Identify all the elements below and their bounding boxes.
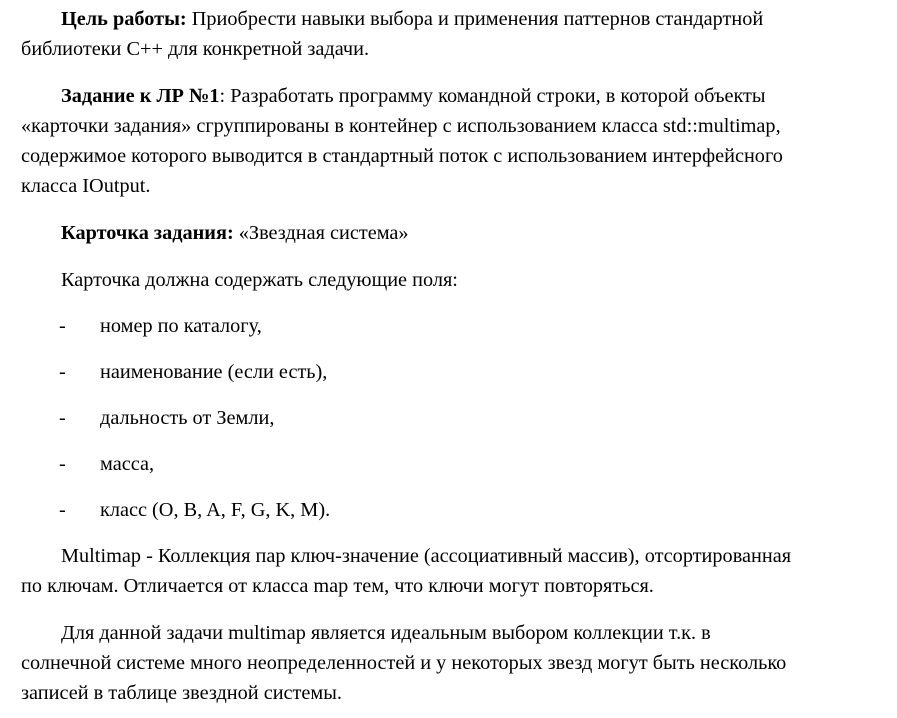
conclusion-line-2: солнечной системе много неопределенностей и у некоторых звезд могут быть несколько — [21, 652, 787, 674]
list-item — [21, 311, 883, 341]
conclusion-paragraph — [21, 618, 883, 708]
list-item-text: дальность от Земли, — [100, 407, 275, 429]
list-bullet: - — [59, 315, 66, 337]
list-item-text: масса, — [100, 453, 155, 475]
multimap-description — [21, 541, 883, 601]
goal-text-line-2: библиотеки C++ для конкретной задачи. — [21, 38, 370, 60]
list-item-text: номер по каталогу, — [100, 315, 262, 337]
multimap-line-1: Multimap - Коллекция пар ключ-значение (ассоциативный массив), отсортированная — [61, 545, 792, 567]
list-bullet: - — [59, 361, 66, 383]
fields-intro: Карточка должна содержать следующие поля: — [61, 269, 458, 291]
list-item-text: класс (O, B, A, F, G, K, M). — [100, 499, 331, 521]
card-value: «Звездная система» — [233, 222, 409, 244]
list-item-text: наименование (если есть), — [100, 361, 328, 383]
card-label: Карточка задания: — [61, 222, 234, 244]
fields-list — [21, 311, 883, 525]
goal-paragraph — [21, 4, 883, 64]
conclusion-line-3: записей в таблице звездной системы. — [21, 682, 342, 704]
card-paragraph — [21, 218, 883, 248]
list-bullet: - — [59, 499, 66, 521]
task-label: Задание к ЛР №1 — [61, 85, 220, 107]
task-text-line-2: «карточки задания» сгруппированы в контейнер с использованием класса std::multimap, — [21, 115, 781, 137]
task-text-line-3: содержимое которого выводится в стандартный поток с использованием интерфейсного — [21, 145, 783, 167]
list-item — [21, 449, 883, 479]
goal-label: Цель работы: — [61, 8, 187, 30]
task-text-line-1: : Разработать программу командной строки, в которой объекты — [219, 85, 766, 107]
goal-text-line-1: Приобрести навыки выбора и применения паттернов стандартной — [186, 8, 764, 30]
list-item — [21, 403, 883, 433]
list-item — [21, 357, 883, 387]
task-paragraph — [21, 81, 883, 201]
multimap-line-2: по ключам. Отличается от класса map тем, что ключи могут повторяться. — [21, 575, 654, 597]
list-bullet: - — [59, 453, 66, 475]
task-text-line-4: класса IOutput. — [21, 175, 151, 197]
list-item — [21, 495, 883, 525]
list-bullet: - — [59, 407, 66, 429]
conclusion-line-1: Для данной задачи multimap является идеальным выбором коллекции т.к. в — [61, 622, 711, 644]
